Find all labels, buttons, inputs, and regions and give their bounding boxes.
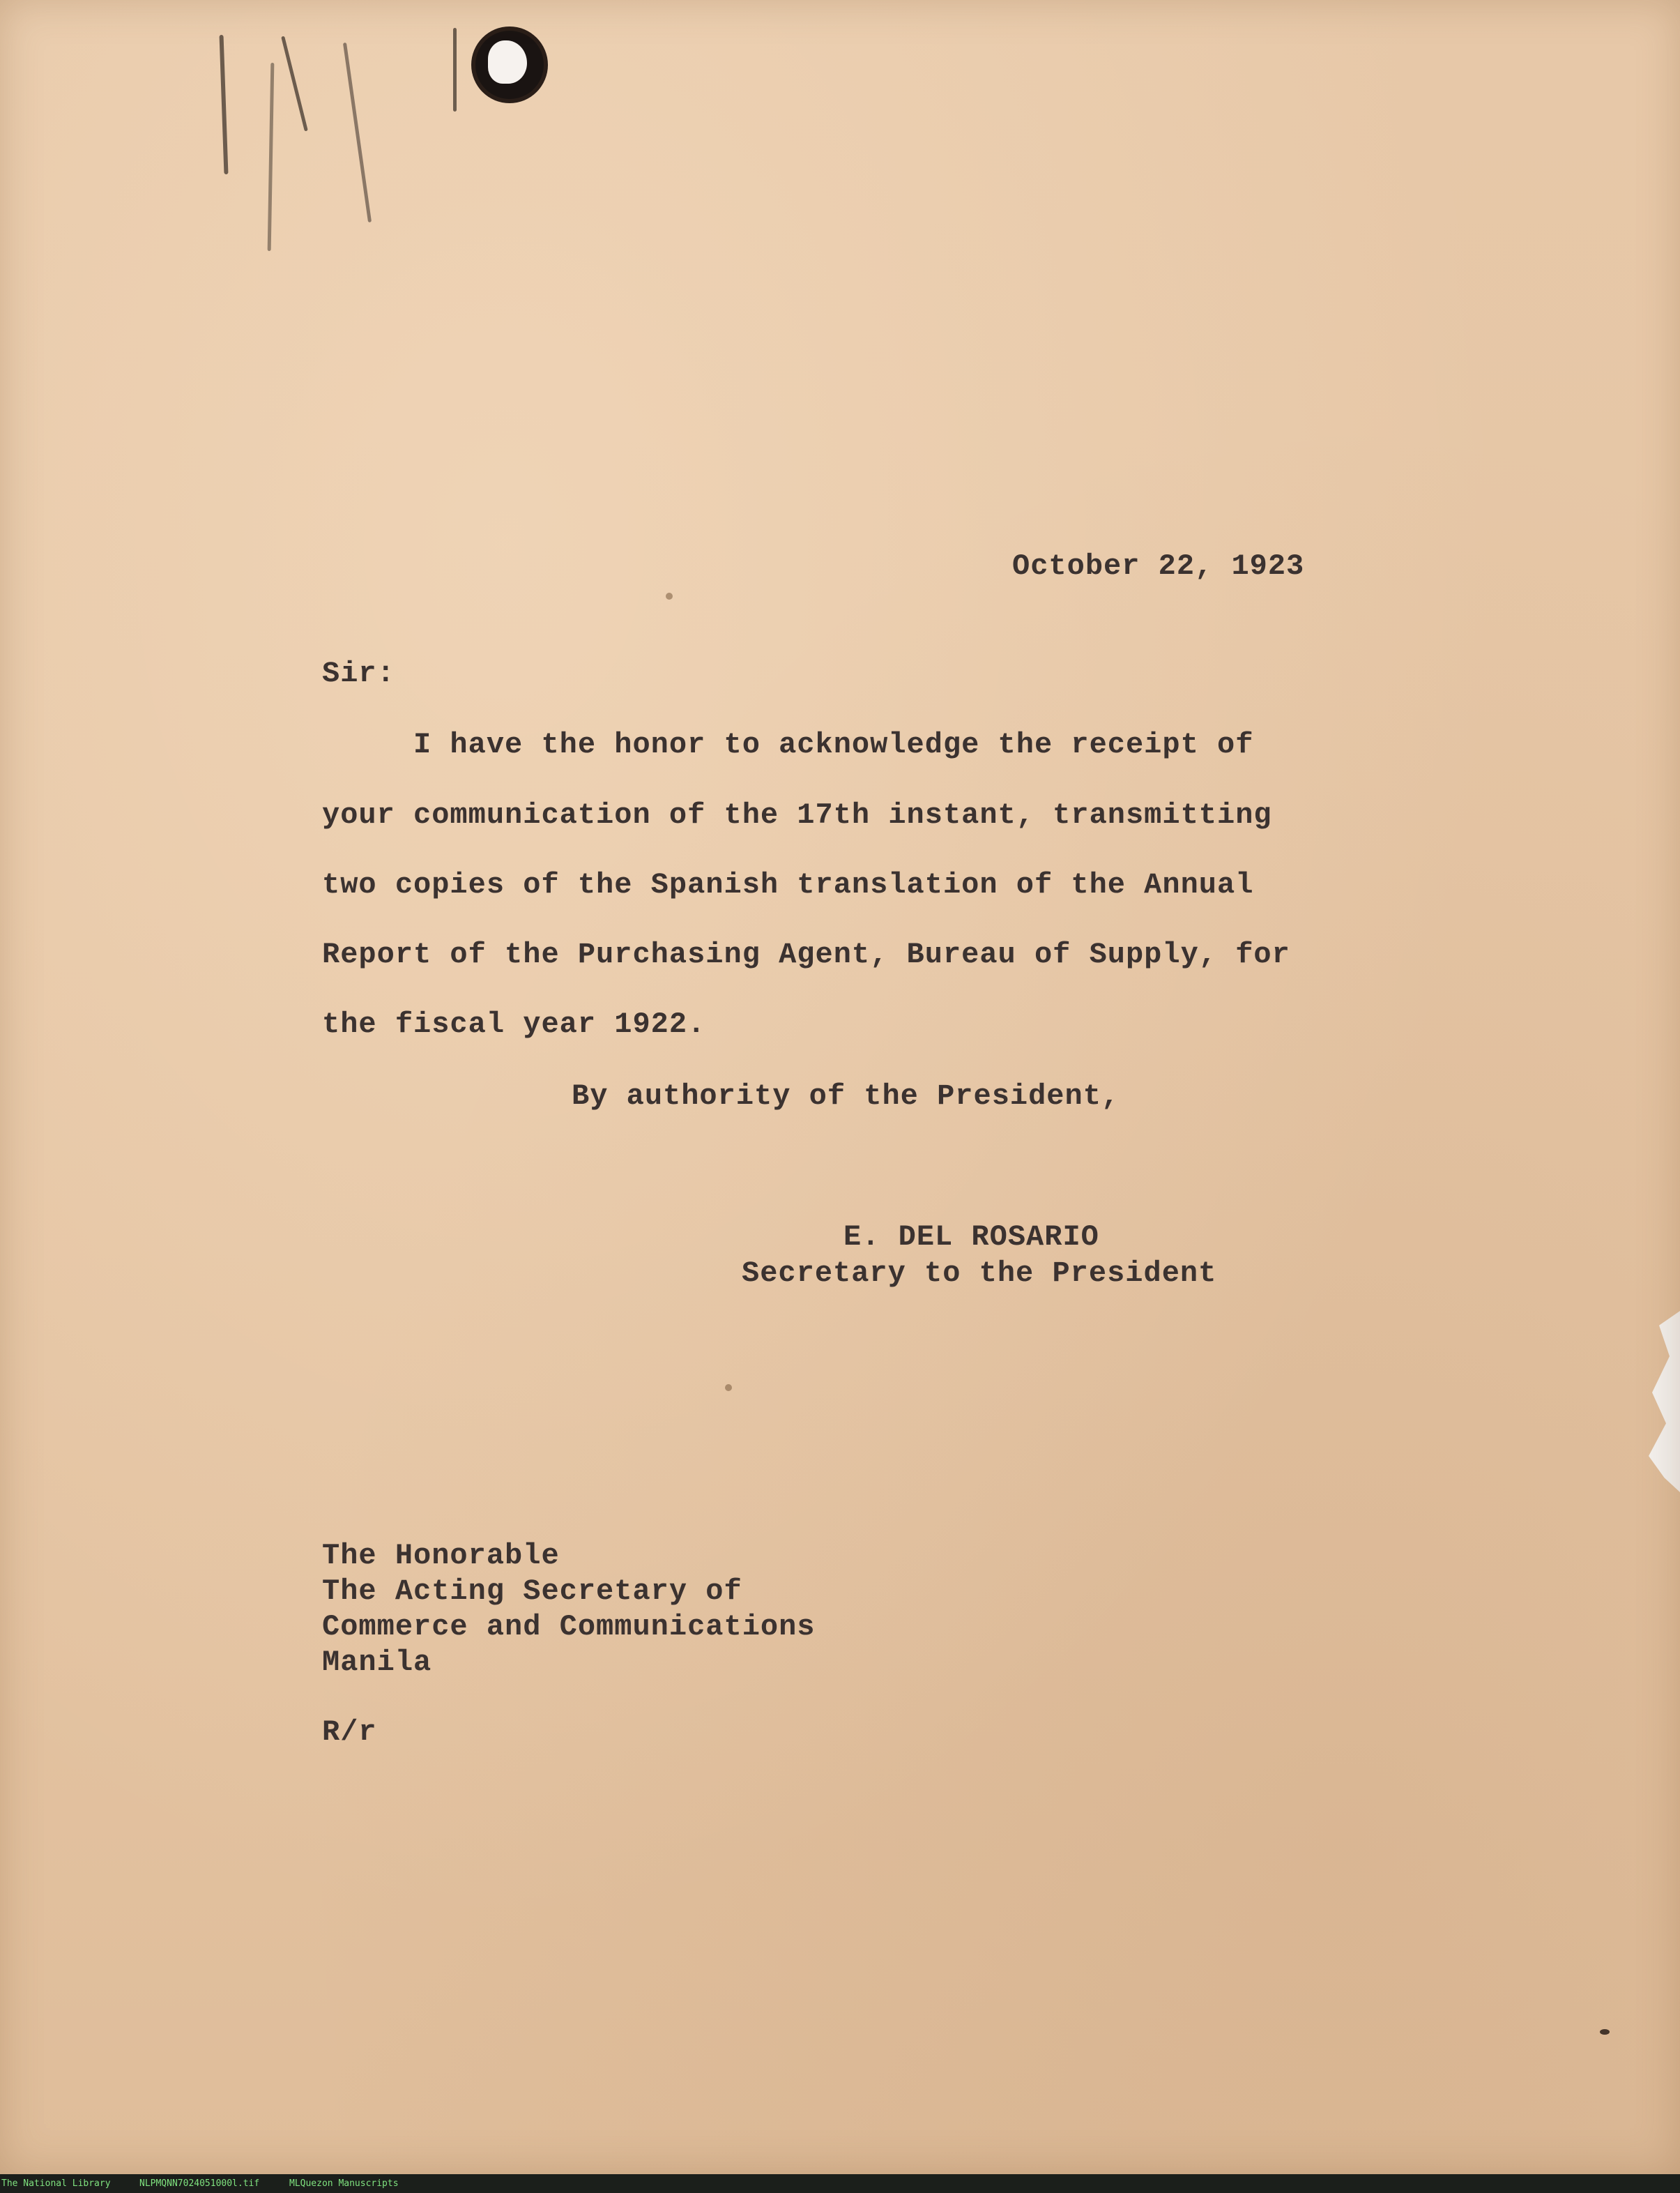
- body-line: two copies of the Spanish translation of the Annual: [322, 868, 1254, 902]
- paper-speck: [666, 593, 673, 600]
- paper-tear: [1645, 1311, 1680, 1492]
- footer-library: The National Library: [1, 2178, 111, 2189]
- body-line: Report of the Purchasing Agent, Bureau of Supply, for: [322, 938, 1290, 971]
- address-line: The Honorable: [322, 1539, 560, 1572]
- ink-smudge: [453, 28, 457, 112]
- ink-smudge: [268, 63, 275, 251]
- signer-title: Secretary to the President: [742, 1257, 1217, 1290]
- address-line: The Acting Secretary of: [322, 1574, 742, 1608]
- ink-smudge: [281, 36, 308, 131]
- punch-hole: [475, 31, 544, 99]
- paper-speck: [725, 1384, 732, 1391]
- footer-filename: NLPMQNN7024051000l.tif: [139, 2178, 260, 2189]
- footer-collection: MLQuezon Manuscripts: [289, 2178, 399, 2189]
- letter-date: October 22, 1923: [1012, 549, 1305, 583]
- body-line: your communication of the 17th instant, transmitting: [322, 798, 1272, 832]
- signer-name: E. DEL ROSARIO: [843, 1220, 1099, 1254]
- salutation: Sir:: [322, 657, 395, 690]
- paper-speck: [1600, 2029, 1610, 2035]
- body-line: the fiscal year 1922.: [322, 1008, 706, 1041]
- body-line: I have the honor to acknowledge the receipt of: [322, 728, 1254, 761]
- reference-initials: R/r: [322, 1715, 377, 1749]
- ink-smudge: [220, 35, 229, 174]
- address-line: Manila: [322, 1646, 432, 1679]
- address-line: Commerce and Communications: [322, 1610, 816, 1644]
- closing: By authority of the President,: [572, 1079, 1120, 1113]
- ink-smudge: [343, 43, 372, 222]
